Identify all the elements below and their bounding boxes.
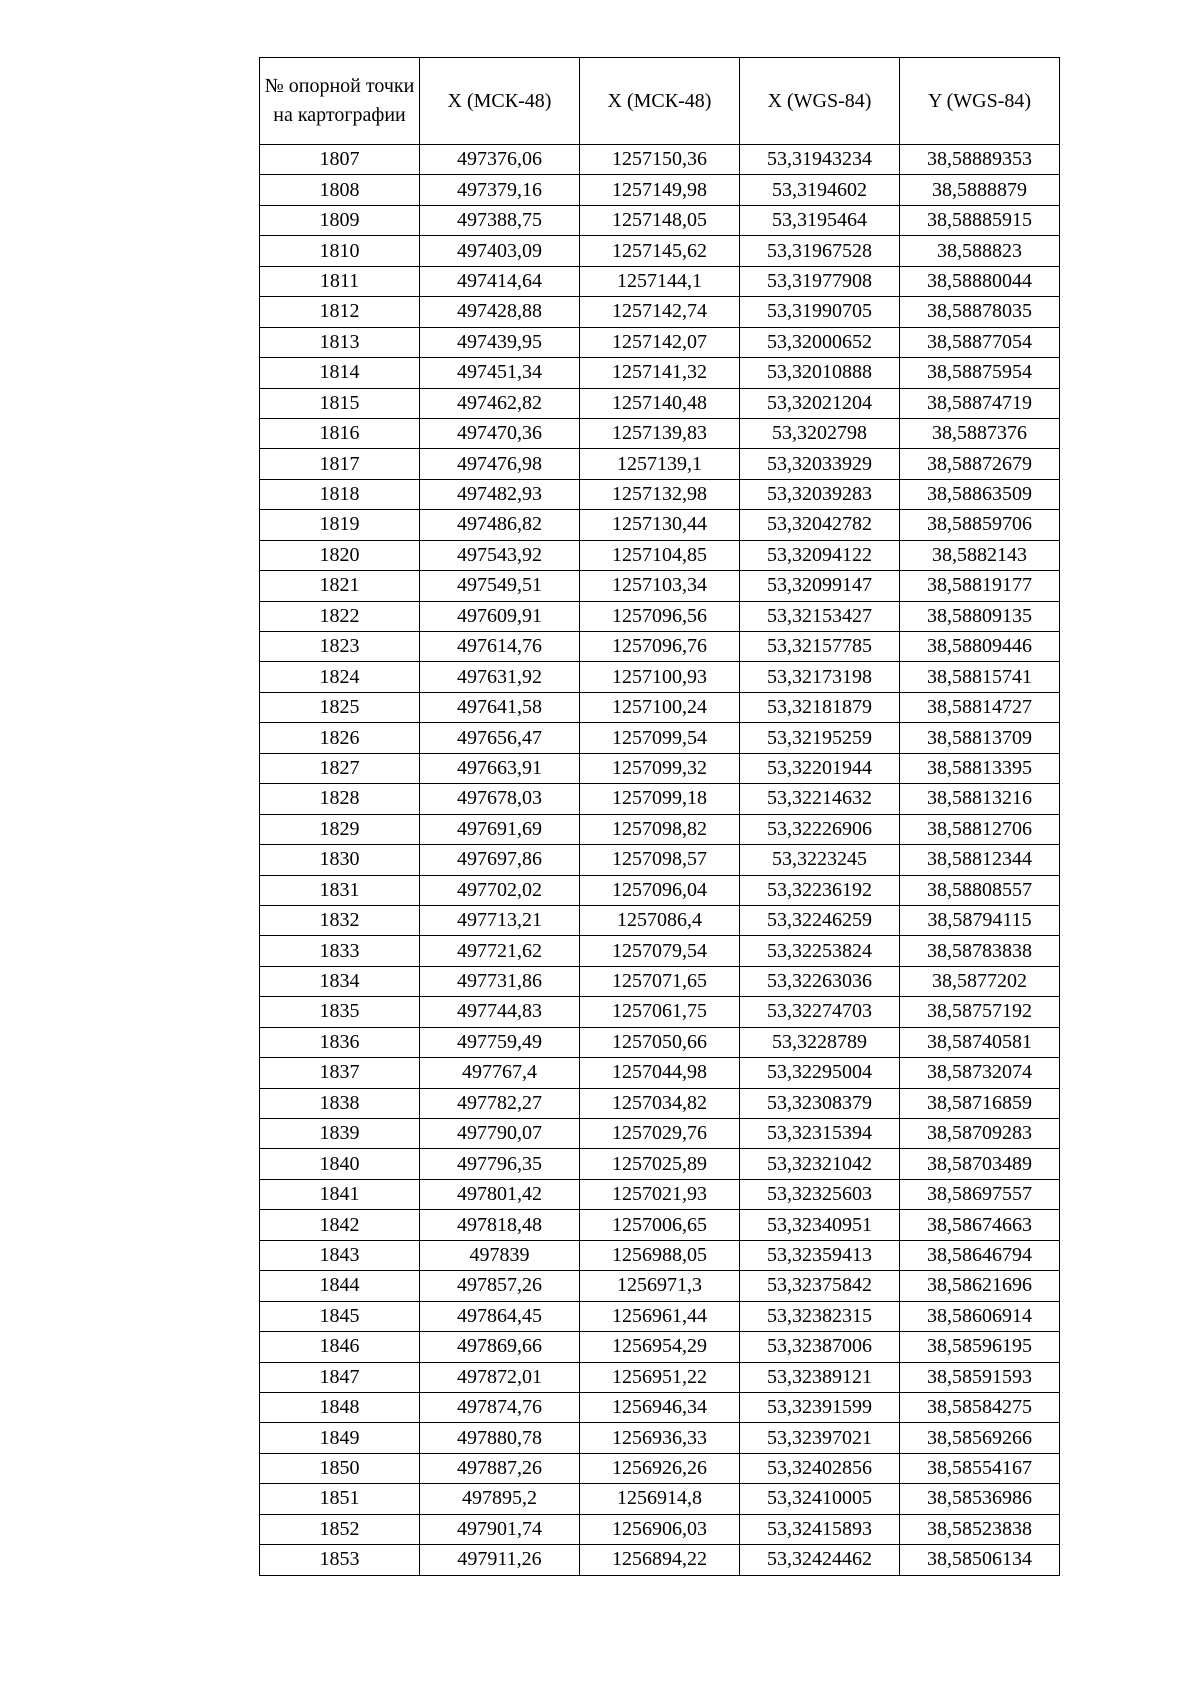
y-wgs84-cell: 38,58812344 <box>900 845 1060 875</box>
x-msk48-cell: 497759,49 <box>420 1027 580 1057</box>
x-msk48-second-cell: 1257099,32 <box>580 753 740 783</box>
x-msk48-second-cell: 1257103,34 <box>580 571 740 601</box>
x-wgs84-cell: 53,32340951 <box>740 1210 900 1240</box>
point-number-cell: 1849 <box>260 1423 420 1453</box>
point-number-cell: 1843 <box>260 1240 420 1270</box>
point-number-cell: 1827 <box>260 753 420 783</box>
point-number-cell: 1815 <box>260 388 420 418</box>
x-wgs84-cell: 53,31977908 <box>740 266 900 296</box>
point-number-cell: 1824 <box>260 662 420 692</box>
point-number-cell: 1836 <box>260 1027 420 1057</box>
y-wgs84-cell: 38,58819177 <box>900 571 1060 601</box>
x-wgs84-cell: 53,32201944 <box>740 753 900 783</box>
x-msk48-cell: 497767,4 <box>420 1058 580 1088</box>
x-msk48-second-cell: 1256954,29 <box>580 1332 740 1362</box>
x-msk48-cell: 497880,78 <box>420 1423 580 1453</box>
x-msk48-cell: 497702,02 <box>420 875 580 905</box>
table-row <box>260 1240 1060 1270</box>
x-wgs84-cell: 53,32010888 <box>740 358 900 388</box>
y-wgs84-cell: 38,58554167 <box>900 1453 1060 1483</box>
x-wgs84-cell: 53,32415893 <box>740 1514 900 1544</box>
table-row <box>260 449 1060 479</box>
x-msk48-cell: 497864,45 <box>420 1301 580 1331</box>
x-wgs84-cell: 53,32214632 <box>740 784 900 814</box>
y-wgs84-cell: 38,58783838 <box>900 936 1060 966</box>
x-msk48-second-cell: 1257144,1 <box>580 266 740 296</box>
coordinates-table <box>259 57 1060 1576</box>
table-row <box>260 814 1060 844</box>
x-wgs84-cell: 53,32315394 <box>740 1119 900 1149</box>
table-row <box>260 753 1060 783</box>
point-number-cell: 1814 <box>260 358 420 388</box>
x-wgs84-cell: 53,32181879 <box>740 692 900 722</box>
y-wgs84-cell: 38,58732074 <box>900 1058 1060 1088</box>
y-wgs84-cell: 38,58584275 <box>900 1392 1060 1422</box>
table-row <box>260 205 1060 235</box>
table-row <box>260 601 1060 631</box>
point-number-cell: 1833 <box>260 936 420 966</box>
y-wgs84-cell: 38,588823 <box>900 236 1060 266</box>
x-wgs84-cell: 53,32253824 <box>740 936 900 966</box>
table-row <box>260 266 1060 296</box>
table-row <box>260 388 1060 418</box>
y-wgs84-cell: 38,58740581 <box>900 1027 1060 1057</box>
x-msk48-second-cell: 1256926,26 <box>580 1453 740 1483</box>
x-wgs84-cell: 53,32295004 <box>740 1058 900 1088</box>
point-number-cell: 1822 <box>260 601 420 631</box>
x-msk48-second-cell: 1257050,66 <box>580 1027 740 1057</box>
y-wgs84-cell: 38,58813216 <box>900 784 1060 814</box>
y-wgs84-cell: 38,58506134 <box>900 1545 1060 1575</box>
x-msk48-cell: 497428,88 <box>420 297 580 327</box>
x-msk48-cell: 497549,51 <box>420 571 580 601</box>
x-msk48-cell: 497439,95 <box>420 327 580 357</box>
x-msk48-cell: 497543,92 <box>420 540 580 570</box>
x-msk48-cell: 497721,62 <box>420 936 580 966</box>
table-row <box>260 875 1060 905</box>
x-wgs84-cell: 53,32000652 <box>740 327 900 357</box>
x-msk48-cell: 497874,76 <box>420 1392 580 1422</box>
table-row <box>260 845 1060 875</box>
y-wgs84-cell: 38,58872679 <box>900 449 1060 479</box>
x-wgs84-cell: 53,32274703 <box>740 997 900 1027</box>
x-msk48-second-cell: 1256946,34 <box>580 1392 740 1422</box>
x-msk48-second-cell: 1256971,3 <box>580 1271 740 1301</box>
point-number-cell: 1820 <box>260 540 420 570</box>
x-wgs84-cell: 53,32263036 <box>740 966 900 996</box>
x-msk48-cell: 497691,69 <box>420 814 580 844</box>
point-number-cell: 1830 <box>260 845 420 875</box>
table-body <box>260 145 1060 1576</box>
table-row <box>260 297 1060 327</box>
x-msk48-second-cell: 1257098,57 <box>580 845 740 875</box>
table-row <box>260 1210 1060 1240</box>
table-row <box>260 510 1060 540</box>
y-wgs84-cell: 38,58716859 <box>900 1088 1060 1118</box>
table-row <box>260 479 1060 509</box>
x-wgs84-cell: 53,32246259 <box>740 905 900 935</box>
point-number-cell: 1852 <box>260 1514 420 1544</box>
x-wgs84-cell: 53,32387006 <box>740 1332 900 1362</box>
x-wgs84-cell: 53,32424462 <box>740 1545 900 1575</box>
x-wgs84-cell: 53,32308379 <box>740 1088 900 1118</box>
y-wgs84-cell: 38,58859706 <box>900 510 1060 540</box>
x-msk48-second-cell: 1257079,54 <box>580 936 740 966</box>
y-wgs84-cell: 38,58809135 <box>900 601 1060 631</box>
x-msk48-second-cell: 1257021,93 <box>580 1179 740 1209</box>
table-row <box>260 1179 1060 1209</box>
x-msk48-cell: 497470,36 <box>420 418 580 448</box>
point-number-cell: 1818 <box>260 479 420 509</box>
y-wgs84-cell: 38,58569266 <box>900 1423 1060 1453</box>
x-wgs84-cell: 53,32359413 <box>740 1240 900 1270</box>
point-number-cell: 1845 <box>260 1301 420 1331</box>
table-row <box>260 1332 1060 1362</box>
x-msk48-cell: 497872,01 <box>420 1362 580 1392</box>
x-msk48-cell: 497462,82 <box>420 388 580 418</box>
x-wgs84-cell: 53,31990705 <box>740 297 900 327</box>
x-msk48-second-cell: 1256914,8 <box>580 1484 740 1514</box>
x-msk48-second-cell: 1257148,05 <box>580 205 740 235</box>
x-msk48-second-cell: 1256906,03 <box>580 1514 740 1544</box>
x-msk48-cell: 497486,82 <box>420 510 580 540</box>
table-row <box>260 1119 1060 1149</box>
x-msk48-second-cell: 1256894,22 <box>580 1545 740 1575</box>
y-wgs84-cell: 38,58880044 <box>900 266 1060 296</box>
x-msk48-cell: 497697,86 <box>420 845 580 875</box>
table-row <box>260 966 1060 996</box>
x-msk48-cell: 497796,35 <box>420 1149 580 1179</box>
x-msk48-second-cell: 1257139,83 <box>580 418 740 448</box>
y-wgs84-cell: 38,58813395 <box>900 753 1060 783</box>
point-number-cell: 1831 <box>260 875 420 905</box>
x-wgs84-cell: 53,32397021 <box>740 1423 900 1453</box>
x-msk48-second-cell: 1257149,98 <box>580 175 740 205</box>
table-row <box>260 1423 1060 1453</box>
x-msk48-second-cell: 1256951,22 <box>580 1362 740 1392</box>
x-msk48-cell: 497790,07 <box>420 1119 580 1149</box>
table-row <box>260 418 1060 448</box>
x-msk48-cell: 497609,91 <box>420 601 580 631</box>
y-wgs84-cell: 38,58875954 <box>900 358 1060 388</box>
y-wgs84-cell: 38,5887376 <box>900 418 1060 448</box>
point-number-cell: 1807 <box>260 145 420 175</box>
point-number-cell: 1817 <box>260 449 420 479</box>
x-msk48-second-cell: 1257132,98 <box>580 479 740 509</box>
x-wgs84-cell: 53,32321042 <box>740 1149 900 1179</box>
x-msk48-second-cell: 1257096,56 <box>580 601 740 631</box>
x-msk48-second-cell: 1257130,44 <box>580 510 740 540</box>
x-msk48-cell: 497801,42 <box>420 1179 580 1209</box>
x-msk48-second-cell: 1257099,54 <box>580 723 740 753</box>
table-row <box>260 145 1060 175</box>
table-row <box>260 936 1060 966</box>
x-wgs84-cell: 53,32375842 <box>740 1271 900 1301</box>
table-row <box>260 1362 1060 1392</box>
y-wgs84-cell: 38,58877054 <box>900 327 1060 357</box>
x-wgs84-cell: 53,32157785 <box>740 632 900 662</box>
x-wgs84-cell: 53,32391599 <box>740 1392 900 1422</box>
point-number-cell: 1821 <box>260 571 420 601</box>
point-number-cell: 1850 <box>260 1453 420 1483</box>
x-wgs84-cell: 53,31967528 <box>740 236 900 266</box>
point-number-cell: 1812 <box>260 297 420 327</box>
header-x-msk48: X (МСК-48) <box>420 58 580 145</box>
x-msk48-second-cell: 1257096,76 <box>580 632 740 662</box>
x-msk48-second-cell: 1257139,1 <box>580 449 740 479</box>
x-msk48-second-cell: 1257071,65 <box>580 966 740 996</box>
x-wgs84-cell: 53,3195464 <box>740 205 900 235</box>
point-number-cell: 1842 <box>260 1210 420 1240</box>
y-wgs84-cell: 38,58885915 <box>900 205 1060 235</box>
x-msk48-second-cell: 1257025,89 <box>580 1149 740 1179</box>
x-msk48-cell: 497451,34 <box>420 358 580 388</box>
x-wgs84-cell: 53,3202798 <box>740 418 900 448</box>
header-y-wgs84: Y (WGS-84) <box>900 58 1060 145</box>
table-row <box>260 997 1060 1027</box>
y-wgs84-cell: 38,58814727 <box>900 692 1060 722</box>
x-msk48-cell: 497901,74 <box>420 1514 580 1544</box>
x-msk48-cell: 497731,86 <box>420 966 580 996</box>
x-msk48-second-cell: 1257142,74 <box>580 297 740 327</box>
x-wgs84-cell: 53,3194602 <box>740 175 900 205</box>
x-msk48-second-cell: 1257141,32 <box>580 358 740 388</box>
point-number-cell: 1844 <box>260 1271 420 1301</box>
x-wgs84-cell: 53,32039283 <box>740 479 900 509</box>
x-wgs84-cell: 53,32389121 <box>740 1362 900 1392</box>
point-number-cell: 1839 <box>260 1119 420 1149</box>
y-wgs84-cell: 38,58757192 <box>900 997 1060 1027</box>
y-wgs84-cell: 38,58863509 <box>900 479 1060 509</box>
table-row <box>260 1301 1060 1331</box>
point-number-cell: 1828 <box>260 784 420 814</box>
x-msk48-second-cell: 1257145,62 <box>580 236 740 266</box>
y-wgs84-cell: 38,58812706 <box>900 814 1060 844</box>
x-msk48-cell: 497839 <box>420 1240 580 1270</box>
x-msk48-cell: 497403,09 <box>420 236 580 266</box>
x-msk48-cell: 497895,2 <box>420 1484 580 1514</box>
x-wgs84-cell: 53,3223245 <box>740 845 900 875</box>
table-row <box>260 236 1060 266</box>
y-wgs84-cell: 38,58808557 <box>900 875 1060 905</box>
table-row <box>260 905 1060 935</box>
y-wgs84-cell: 38,58815741 <box>900 662 1060 692</box>
table-row <box>260 723 1060 753</box>
y-wgs84-cell: 38,58536986 <box>900 1484 1060 1514</box>
point-number-cell: 1825 <box>260 692 420 722</box>
point-number-cell: 1819 <box>260 510 420 540</box>
x-wgs84-cell: 53,32021204 <box>740 388 900 418</box>
point-number-cell: 1810 <box>260 236 420 266</box>
x-msk48-cell: 497482,93 <box>420 479 580 509</box>
x-wgs84-cell: 53,3228789 <box>740 1027 900 1057</box>
x-wgs84-cell: 53,32153427 <box>740 601 900 631</box>
x-msk48-cell: 497887,26 <box>420 1453 580 1483</box>
point-number-cell: 1853 <box>260 1545 420 1575</box>
x-msk48-second-cell: 1256936,33 <box>580 1423 740 1453</box>
x-msk48-cell: 497818,48 <box>420 1210 580 1240</box>
x-msk48-second-cell: 1257100,24 <box>580 692 740 722</box>
y-wgs84-cell: 38,58874719 <box>900 388 1060 418</box>
x-msk48-cell: 497631,92 <box>420 662 580 692</box>
x-msk48-second-cell: 1257142,07 <box>580 327 740 357</box>
x-msk48-second-cell: 1257150,36 <box>580 145 740 175</box>
x-wgs84-cell: 53,32195259 <box>740 723 900 753</box>
point-number-cell: 1832 <box>260 905 420 935</box>
table-row <box>260 784 1060 814</box>
table-row <box>260 1271 1060 1301</box>
point-number-cell: 1835 <box>260 997 420 1027</box>
x-wgs84-cell: 53,32382315 <box>740 1301 900 1331</box>
table-row <box>260 358 1060 388</box>
point-number-cell: 1813 <box>260 327 420 357</box>
header-x-msk48-second: X (МСК-48) <box>580 58 740 145</box>
table-row <box>260 1514 1060 1544</box>
x-msk48-second-cell: 1257086,4 <box>580 905 740 935</box>
y-wgs84-cell: 38,5877202 <box>900 966 1060 996</box>
y-wgs84-cell: 38,58596195 <box>900 1332 1060 1362</box>
x-msk48-second-cell: 1257034,82 <box>580 1088 740 1118</box>
x-msk48-second-cell: 1257140,48 <box>580 388 740 418</box>
y-wgs84-cell: 38,58646794 <box>900 1240 1060 1270</box>
table-row <box>260 1392 1060 1422</box>
y-wgs84-cell: 38,58809446 <box>900 632 1060 662</box>
x-wgs84-cell: 53,32402856 <box>740 1453 900 1483</box>
table-row <box>260 662 1060 692</box>
x-msk48-cell: 497476,98 <box>420 449 580 479</box>
point-number-cell: 1837 <box>260 1058 420 1088</box>
x-wgs84-cell: 53,32094122 <box>740 540 900 570</box>
x-msk48-cell: 497911,26 <box>420 1545 580 1575</box>
x-wgs84-cell: 53,32033929 <box>740 449 900 479</box>
x-msk48-cell: 497678,03 <box>420 784 580 814</box>
x-msk48-second-cell: 1257096,04 <box>580 875 740 905</box>
x-msk48-second-cell: 1257100,93 <box>580 662 740 692</box>
point-number-cell: 1846 <box>260 1332 420 1362</box>
y-wgs84-cell: 38,58878035 <box>900 297 1060 327</box>
x-wgs84-cell: 53,32410005 <box>740 1484 900 1514</box>
x-msk48-second-cell: 1257104,85 <box>580 540 740 570</box>
x-msk48-cell: 497388,75 <box>420 205 580 235</box>
table-header-row <box>260 58 1060 145</box>
x-wgs84-cell: 53,32042782 <box>740 510 900 540</box>
x-wgs84-cell: 53,32099147 <box>740 571 900 601</box>
x-msk48-second-cell: 1257098,82 <box>580 814 740 844</box>
y-wgs84-cell: 38,58606914 <box>900 1301 1060 1331</box>
x-msk48-second-cell: 1257044,98 <box>580 1058 740 1088</box>
x-wgs84-cell: 53,32173198 <box>740 662 900 692</box>
x-msk48-second-cell: 1257006,65 <box>580 1210 740 1240</box>
y-wgs84-cell: 38,58523838 <box>900 1514 1060 1544</box>
x-msk48-cell: 497656,47 <box>420 723 580 753</box>
x-msk48-second-cell: 1256961,44 <box>580 1301 740 1331</box>
y-wgs84-cell: 38,5882143 <box>900 540 1060 570</box>
point-number-cell: 1823 <box>260 632 420 662</box>
header-x-wgs84: X (WGS-84) <box>740 58 900 145</box>
x-msk48-cell: 497414,64 <box>420 266 580 296</box>
x-msk48-cell: 497869,66 <box>420 1332 580 1362</box>
point-number-cell: 1834 <box>260 966 420 996</box>
y-wgs84-cell: 38,58703489 <box>900 1149 1060 1179</box>
point-number-cell: 1826 <box>260 723 420 753</box>
x-msk48-cell: 497663,91 <box>420 753 580 783</box>
y-wgs84-cell: 38,58591593 <box>900 1362 1060 1392</box>
x-msk48-cell: 497379,16 <box>420 175 580 205</box>
point-number-cell: 1811 <box>260 266 420 296</box>
y-wgs84-cell: 38,58813709 <box>900 723 1060 753</box>
x-msk48-cell: 497614,76 <box>420 632 580 662</box>
point-number-cell: 1840 <box>260 1149 420 1179</box>
table-row <box>260 632 1060 662</box>
table-row <box>260 1545 1060 1575</box>
x-msk48-cell: 497641,58 <box>420 692 580 722</box>
table-row <box>260 1149 1060 1179</box>
y-wgs84-cell: 38,58794115 <box>900 905 1060 935</box>
x-msk48-cell: 497857,26 <box>420 1271 580 1301</box>
x-msk48-second-cell: 1257061,75 <box>580 997 740 1027</box>
x-msk48-second-cell: 1257029,76 <box>580 1119 740 1149</box>
table-row <box>260 175 1060 205</box>
x-wgs84-cell: 53,32226906 <box>740 814 900 844</box>
table-row <box>260 571 1060 601</box>
x-msk48-cell: 497782,27 <box>420 1088 580 1118</box>
table-row <box>260 327 1060 357</box>
y-wgs84-cell: 38,5888879 <box>900 175 1060 205</box>
x-msk48-cell: 497744,83 <box>420 997 580 1027</box>
point-number-cell: 1838 <box>260 1088 420 1118</box>
x-wgs84-cell: 53,32236192 <box>740 875 900 905</box>
header-point-number: № опорной точки на картографии <box>260 58 420 145</box>
y-wgs84-cell: 38,58621696 <box>900 1271 1060 1301</box>
x-msk48-second-cell: 1256988,05 <box>580 1240 740 1270</box>
x-wgs84-cell: 53,32325603 <box>740 1179 900 1209</box>
point-number-cell: 1851 <box>260 1484 420 1514</box>
x-msk48-cell: 497376,06 <box>420 145 580 175</box>
y-wgs84-cell: 38,58674663 <box>900 1210 1060 1240</box>
x-wgs84-cell: 53,31943234 <box>740 145 900 175</box>
table-row <box>260 1027 1060 1057</box>
table-row <box>260 540 1060 570</box>
point-number-cell: 1808 <box>260 175 420 205</box>
y-wgs84-cell: 38,58697557 <box>900 1179 1060 1209</box>
point-number-cell: 1809 <box>260 205 420 235</box>
table-row <box>260 1058 1060 1088</box>
table-row <box>260 692 1060 722</box>
point-number-cell: 1848 <box>260 1392 420 1422</box>
table-row <box>260 1453 1060 1483</box>
point-number-cell: 1829 <box>260 814 420 844</box>
x-msk48-second-cell: 1257099,18 <box>580 784 740 814</box>
x-msk48-cell: 497713,21 <box>420 905 580 935</box>
point-number-cell: 1841 <box>260 1179 420 1209</box>
point-number-cell: 1816 <box>260 418 420 448</box>
y-wgs84-cell: 38,58889353 <box>900 145 1060 175</box>
y-wgs84-cell: 38,58709283 <box>900 1119 1060 1149</box>
table-row <box>260 1484 1060 1514</box>
point-number-cell: 1847 <box>260 1362 420 1392</box>
table-row <box>260 1088 1060 1118</box>
